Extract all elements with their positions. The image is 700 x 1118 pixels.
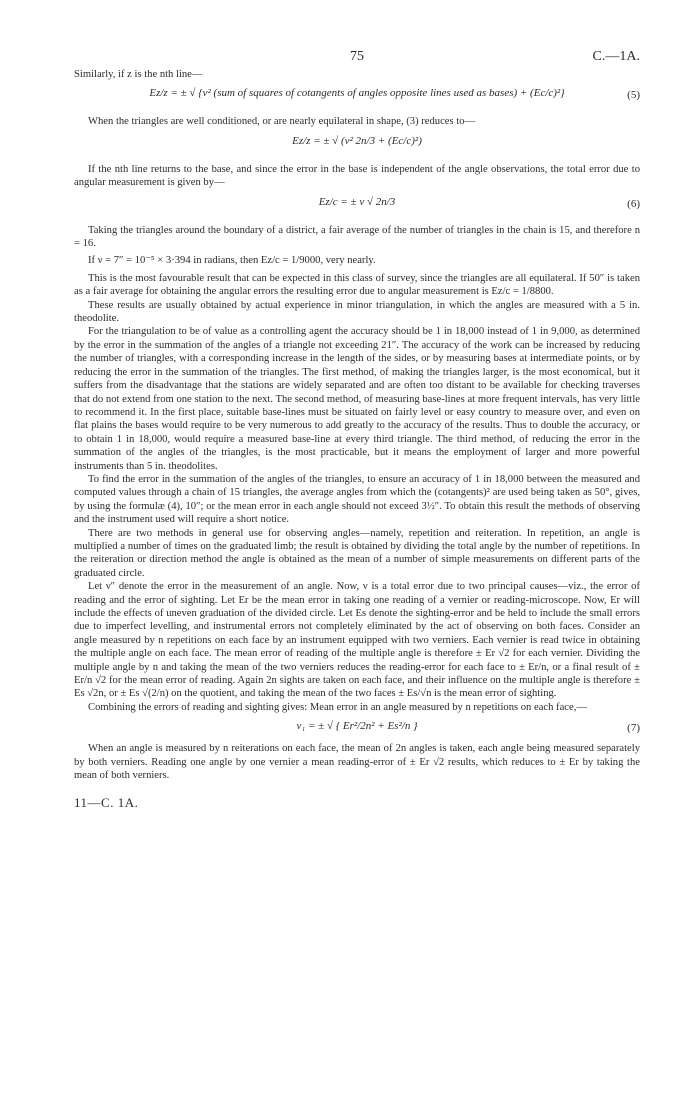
equation-5 (74, 81, 640, 115)
paragraph: These results are usually obtained by actual experience in minor triangulation, in which the angles are measured with a 5 in. theodolite. (74, 299, 640, 325)
paragraph: There are two methods in general use for observing angles—namely, repetition and reiteration. In repetition, an angle is multiplied a number of times on the graduated limb; the result is obtained by dividing the total angle by the number of repetitions. In the reiteration or direction method the angle is obtained as the mean of a number of simple measurements on different parts of the graduated circle. (74, 527, 640, 579)
paragraph: When the triangles are well conditioned, or are nearly equilateral in shape, (3) reduces to— (88, 116, 476, 128)
equation-6 (74, 190, 640, 224)
equation-text: Ez/z = ± √ (ν² 2n/3 + (Ec/c)²) (292, 134, 422, 147)
paragraph: Taking the triangles around the boundary of a district, a fair average of the number of triangles in the chain is 15, and therefore n = 16. (74, 224, 640, 250)
paragraph: When an angle is measured by n reiterations on each face, the mean of 2n angles is taken, each angle being measured separately by both verniers. Reading one angle by one vernier a mean reading-error of ± Er √2 results, which reduces to ± Er by taking the mean of both verniers. (74, 743, 640, 782)
paragraph: If the nth line returns to the base, and since the error in the base is independent of the angle observations, the total error due to angular measurement is given by— (74, 163, 640, 189)
paragraph: Similarly, if z is the nth line— (74, 69, 203, 80)
document-reference: C.—1A. (592, 49, 640, 64)
equation (74, 129, 640, 163)
equation-text: ν₁ = ± √ { Er²/2n² + Es²/n } (296, 720, 418, 733)
paragraph: Combining the errors of reading and sighting gives: Mean error in an angle measured by n repetitions on each face,— (88, 701, 587, 713)
paragraph: If ν = 7″ = 10⁻⁵ × 3·394 in radians, then Ez/c = 1/9000, very nearly. (88, 255, 376, 267)
paragraph: To find the error in the summation of the angles of the triangles, to ensure an accuracy of 1 in 18,000 between the measured and computed values through a chain of 15 triangles, the average angles from which the (cotangents)² are used being taken as 50°, gives, by using the formulæ (4), 10″; or the mean error in each angle should not exceed 3½″. To obtain this result the methods of observing and the instrument used will require a short notice. (74, 473, 640, 526)
equation-text: Ez/z = ± √ {ν² (sum of squares of cotangents of angles opposite lines used as bases) + (Ec/c)²} (149, 87, 565, 100)
page-header (74, 44, 640, 68)
paragraph: This is the most favourable result that can be expected in this class of survey, since the triangles are all equilateral. If 50″ is taken as a fair average for obtaining the angular errors the resulting error due to angular measurement is Ez/c = 1/8800. (74, 272, 640, 298)
equation-7 (74, 714, 640, 742)
equation-number: (5) (627, 89, 640, 102)
equation-text: Ez/c = ± ν √ 2n/3 (318, 195, 396, 208)
equation-number: (6) (627, 197, 640, 210)
page-number: 75 (350, 49, 364, 64)
paragraph: For the triangulation to be of value as a controlling agent the accuracy should be 1 in 18,000 instead of 1 in 9,000, as determined by the error in the summation of the angles of a triangle not exceeding 21″. The accuracy of the work can be increased by reducing the number of triangles, with a corresponding increase in the length of the sides, or by measuring bases at intermediate points, or by reducing the error in the summation of the triangles. The first method, of making the triangles larger, is the most economical, but it suffers from the disadvantage that the stations are widely separated and are often too distant to be available for checking traverses that do not extend from one station to the next. The second method, of measuring base-lines at more frequent intervals, has very little to recommend it. In the first place, suitable base-lines must be situated on fairly level or easy country to measure over, and even on flat plains the bases would require to be very numerous to add greatly to the accuracy of the results. Thus to double the accuracy, or to obtain 1 in 18,000, would require a measured base-line at every third triangle. The third method, of reducing the error in the summation of the angles of the triangles, is the most practicable, but it means the employment of larger and more powerful instruments than 5 in. theodolites. (74, 326, 640, 472)
paragraph: Let ν″ denote the error in the measurement of an angle. Now, ν is a total error due to two principal causes—viz., the error of reading and the error of sighting. Let Er be the mean error in taking one reading of a vernier or reading-microscope. Now, Er will include the effects of uneven graduation of the divided circle. Let Es denote the sighting-error and be held to include the small errors due to imperfect levelling, and instrumental errors not completely eliminated by the act of observing on both faces. Consider an angle measured by n repetitions on each face by an instrument equipped with two verniers. Each vernier is read twice in obtaining the multiple angle on each face. The mean error of reading of the multiple angle is therefore ± Er √2 for each vernier. Dividing the multiple angle by n and taking the mean of the two verniers reduces the reading-error for each face to ± Er/n, or a final result of ± Er/n √2 for the mean error of reading. Again 2n sights are taken on each face, and their influence on the multiple angle is therefore ± Es √2n, or ± Es √(2/n) on the quotient, and taking the mean of the two faces ± Es/√n is the mean error of sighting. (74, 581, 640, 700)
page-footer: 11—C. 1A. (74, 795, 139, 811)
equation-number: (7) (627, 722, 640, 735)
